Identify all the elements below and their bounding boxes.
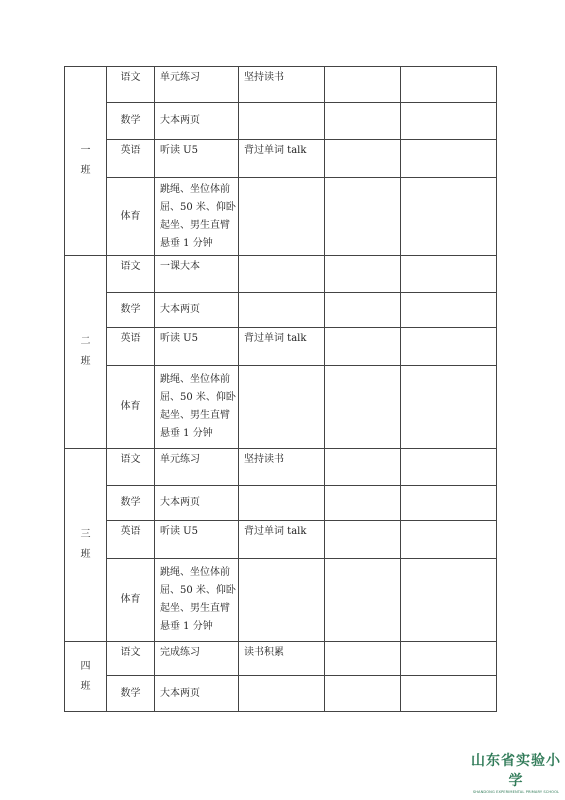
task-line: 起坐、男生直臂: [160, 603, 230, 614]
task-line: 大本两页: [160, 497, 200, 508]
table-row: [65, 103, 497, 140]
extra-line: 坚持读书: [244, 72, 284, 83]
class-name-char: 班: [80, 356, 91, 367]
task-line: 悬垂 1 分钟: [160, 621, 213, 632]
task-line: 听读 U5: [160, 145, 198, 156]
extra-cell: [239, 559, 325, 642]
task-line: 一课大本: [160, 261, 200, 272]
task-line: 跳绳、坐位体前: [160, 567, 230, 578]
task-cell: [155, 366, 239, 449]
blank-cell: [325, 676, 401, 712]
task-line: 跳绳、坐位体前: [160, 183, 230, 195]
subject-cell: 英语: [107, 521, 155, 559]
blank-cell: [401, 293, 497, 328]
blank-cell: [325, 642, 401, 676]
task-line: 完成练习: [160, 647, 200, 658]
task-cell: [155, 328, 239, 366]
table-row: [65, 642, 497, 676]
homework-table: [64, 66, 497, 712]
blank-cell: [401, 559, 497, 642]
task-line: 大本两页: [160, 304, 200, 315]
table-row: [65, 140, 497, 178]
class-name-char: 二: [80, 336, 91, 347]
task-line: 单元练习: [160, 454, 200, 465]
task-cell: [155, 486, 239, 521]
extra-cell: [239, 486, 325, 521]
subject-cell: 英语: [107, 140, 155, 178]
subject-cell: 语文: [107, 642, 155, 676]
task-cell: [155, 521, 239, 559]
table-row: [65, 293, 497, 328]
task-line: 大本两页: [160, 115, 200, 126]
class-name-char: 班: [80, 165, 91, 176]
table-row: [65, 67, 497, 103]
blank-cell: [401, 103, 497, 140]
extra-line: 背过单词 talk: [244, 333, 307, 344]
subject-cell: 语文: [107, 449, 155, 486]
task-line: 屈、50 米、仰卧: [160, 201, 236, 213]
blank-cell: [401, 642, 497, 676]
blank-cell: [401, 328, 497, 366]
class-name-char: 一: [80, 145, 91, 156]
blank-cell: [325, 178, 401, 256]
extra-cell: [239, 67, 325, 103]
task-cell: [155, 676, 239, 712]
task-line: 屈、50 米、仰卧: [160, 585, 236, 596]
class-name-cell: [65, 67, 107, 256]
extra-cell: [239, 676, 325, 712]
class-name-cell: [65, 449, 107, 642]
extra-cell: [239, 642, 325, 676]
blank-cell: [325, 521, 401, 559]
table-row: [65, 449, 497, 486]
extra-cell: [239, 140, 325, 178]
task-line: 屈、50 米、仰卧: [160, 392, 236, 403]
task-cell: [155, 559, 239, 642]
task-line: 跳绳、坐位体前: [160, 374, 230, 385]
blank-cell: [325, 559, 401, 642]
extra-cell: [239, 178, 325, 256]
task-line: 单元练习: [160, 72, 200, 83]
extra-line: 背过单词 talk: [244, 145, 307, 156]
extra-line: 坚持读书: [244, 454, 284, 465]
table-row: [65, 676, 497, 712]
class-name-cell: [65, 642, 107, 712]
table-row: [65, 178, 497, 256]
table-row: [65, 559, 497, 642]
subject-cell: 语文: [107, 256, 155, 293]
subject-cell: 数学: [107, 293, 155, 328]
extra-cell: [239, 521, 325, 559]
blank-cell: [401, 178, 497, 256]
table-row: [65, 366, 497, 449]
extra-cell: [239, 293, 325, 328]
task-cell: [155, 256, 239, 293]
blank-cell: [325, 293, 401, 328]
task-line: 起坐、男生直臂: [160, 410, 230, 421]
extra-cell: [239, 449, 325, 486]
subject-cell: 体育: [107, 366, 155, 449]
logo-chinese-name: 山东省实验小学: [471, 753, 561, 789]
task-cell: [155, 103, 239, 140]
blank-cell: [401, 256, 497, 293]
blank-cell: [325, 103, 401, 140]
task-line: 起坐、男生直臂: [160, 219, 230, 231]
extra-cell: [239, 103, 325, 140]
subject-cell: 语文: [107, 67, 155, 103]
subject-cell: 数学: [107, 486, 155, 521]
extra-line: 读书积累: [244, 647, 284, 658]
extra-cell: [239, 256, 325, 293]
school-logo: [470, 750, 562, 794]
task-line: 悬垂 1 分钟: [160, 428, 213, 439]
subject-cell: 英语: [107, 328, 155, 366]
class-name-cell: [65, 256, 107, 449]
task-cell: [155, 642, 239, 676]
table-row: [65, 521, 497, 559]
task-line: 大本两页: [160, 687, 200, 699]
blank-cell: [401, 140, 497, 178]
blank-cell: [325, 366, 401, 449]
subject-cell: 体育: [107, 178, 155, 256]
blank-cell: [325, 67, 401, 103]
task-line: 听读 U5: [160, 526, 198, 537]
task-cell: [155, 67, 239, 103]
extra-cell: [239, 328, 325, 366]
blank-cell: [401, 449, 497, 486]
blank-cell: [401, 676, 497, 712]
task-cell: [155, 140, 239, 178]
blank-cell: [325, 449, 401, 486]
class-name-char: 四: [80, 660, 91, 672]
blank-cell: [325, 140, 401, 178]
blank-cell: [401, 521, 497, 559]
blank-cell: [401, 366, 497, 449]
extra-line: 背过单词 talk: [244, 526, 307, 537]
blank-cell: [325, 486, 401, 521]
table-row: [65, 486, 497, 521]
task-cell: [155, 293, 239, 328]
class-name-char: 班: [80, 680, 91, 692]
task-cell: [155, 449, 239, 486]
extra-cell: [239, 366, 325, 449]
table-row: [65, 328, 497, 366]
blank-cell: [401, 486, 497, 521]
class-name-char: 三: [80, 529, 91, 540]
subject-cell: 体育: [107, 559, 155, 642]
logo-english-name: SHANDONG EXPERIMENTAL PRIMARY SCHOOL: [472, 790, 560, 794]
blank-cell: [325, 328, 401, 366]
task-line: 听读 U5: [160, 333, 198, 344]
blank-cell: [401, 67, 497, 103]
task-cell: [155, 178, 239, 256]
subject-cell: 数学: [107, 103, 155, 140]
subject-cell: 数学: [107, 676, 155, 712]
class-name-char: 班: [80, 549, 91, 560]
table-row: [65, 256, 497, 293]
task-line: 悬垂 1 分钟: [160, 237, 213, 249]
blank-cell: [325, 256, 401, 293]
